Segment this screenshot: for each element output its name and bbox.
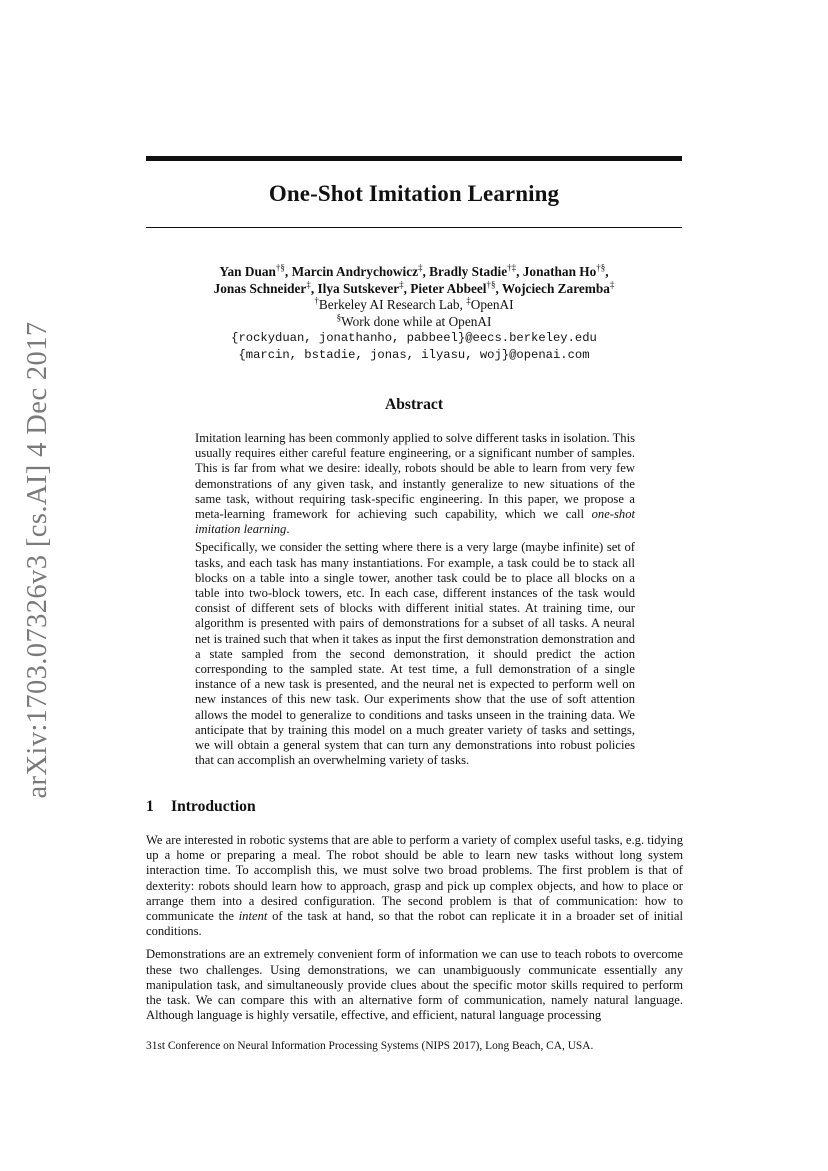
affiliation-berkeley: Berkeley AI Research Lab, [318,297,467,313]
author-mark: †§ [486,279,496,290]
top-rule [146,156,682,161]
author-mark: †§ [596,262,606,273]
introduction-body [146,833,683,1031]
intro-paragraph-2: Demonstrations are an extremely convenient form of information we can use to teach robots to overcome these two challenges. Using demonstrations, we can unambiguously communicate essentially any manipulation task, and simultaneously provide clues about the specific motor skills required to perform the task. We can compare this with an alternative form of communication, namely natural language. Although language is highly versatile, effective, and efficient, natural language processing [146,947,683,1023]
author-name: Pieter Abbeel [410,280,487,296]
title-rule [146,227,682,228]
email-berkeley: {rockyduan, jonathanho, pabbeel}@eecs.berkeley.edu [231,331,597,346]
section-heading-introduction [146,798,256,816]
author-line-2: Jonas Schneider‡, Ilya Sutskever‡, Pieter Abbeel†§, Wojciech Zaremba‡ [213,279,615,296]
paper-title: One-Shot Imitation Learning [268,181,560,206]
author-name: Jonathan Ho [522,264,597,279]
abstract-paragraph-1: Imitation learning has been commonly applied to solve different tasks in isolation. This usually requires either careful feature engineering, or a significant number of samples. This is far from what we desire: ideally, robots should be able to learn from very few demonstrations of any given task, and instantly generalize to new situations of the same task, without requiring task-specific engineering. In this paper, we propose a meta-learning framework for achieving such capability, which we call one-shot imitation learning. [195,431,635,537]
conference-footnote: 31st Conference on Neural Information Processing Systems (NIPS 2017), Long Beach, CA, USA. [146,1040,594,1052]
author-mark: †§ [275,262,285,273]
author-block [146,264,682,364]
work-note: Work done while at OpenAI [341,313,492,329]
author-mark: ‡ [306,279,311,290]
affiliation-line: †Berkeley AI Research Lab, ‡OpenAI [314,295,514,313]
author-mark: †‡ [507,262,517,273]
arxiv-identifier: arXiv:1703.07326v3 [cs.AI] 4 Dec 2017 [22,321,53,799]
work-note-line: §Work done while at OpenAI [336,312,492,329]
affiliation-openai: OpenAI [470,297,514,313]
author-name: Yan Duan [219,264,276,279]
intro-paragraph-1: We are interested in robotic systems that are able to perform a variety of complex useful tasks, e.g. tidying up a home or preparing a meal. The robot should be able to learn new tasks without long system interaction time. To accomplish this, we must solve two broad problems. The first problem is that of dexterity: robots should learn how to approach, grasp and pick up complex objects, and how to place or arrange them into a desired configuration. The second problem is that of communication: how to communicate the intent of the task at hand, so that the robot can replicate it in a broader set of initial conditions. [146,833,683,939]
author-mark: ‡ [418,262,423,273]
email-openai: {marcin, bstadie, jonas, ilyasu, woj}@openai.com [238,347,590,362]
abstract-body [195,431,635,771]
emphasis-text: one-shot imitation learning [195,507,635,537]
author-name: Marcin Andrychowicz [291,264,418,279]
section-number: 1 [146,798,154,815]
section-title: Introduction [171,798,256,815]
author-name: Wojciech Zaremba [501,280,610,296]
author-mark: ‡ [609,279,615,290]
author-mark: ‡ [399,279,404,290]
author-name: Bradly Stadie [429,264,508,279]
author-name: Jonas Schneider [213,280,307,296]
abstract-paragraph-2: Specifically, we consider the setting where there is a very large (maybe infinite) set of tasks, and each task has many instantiations. For example, a task could be to stack all blocks on a table into a single tower, another task could be to place all blocks on a table into two-block towers, etc. In each case, different instances of the task would consist of different sets of blocks with different initial states. At training time, our algorithm is presented with pairs of demonstrations for a subset of all tasks. A neural net is trained such that when it takes as input the first demonstration demonstration and a state sampled from the second demonstration, it should predict the action corresponding to the sampled state. At test time, a full demonstration of a single instance of a new task is presented, and the neural net is expected to perform well on new instances of this new task. Our experiments show that the use of soft attention allows the model to generalize to conditions and tasks unseen in the training data. We anticipate that by training this model on a much greater variety of tasks and settings, we will obtain a general system that can turn any demonstrations into robust policies that can accomplish an overwhelming variety of tasks. [195,540,635,768]
abstract-heading: Abstract [384,396,444,413]
author-line-1: Yan Duan†§, Marcin Andrychowicz‡, Bradly Stadie†‡, Jonathan Ho†§, [219,262,609,279]
author-name: Ilya Sutskever [317,280,400,296]
emphasis-text: intent [238,909,268,924]
